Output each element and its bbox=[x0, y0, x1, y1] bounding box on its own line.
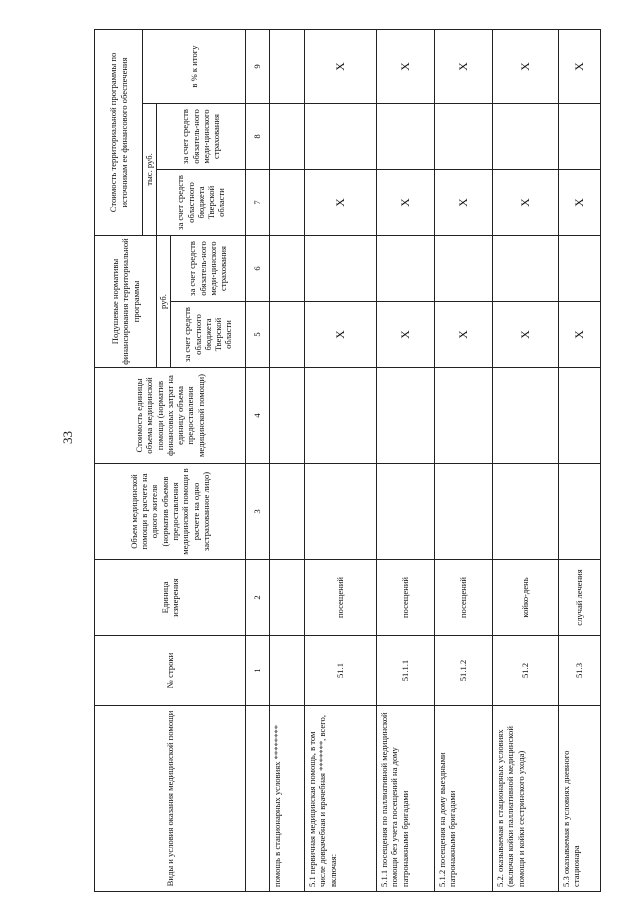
row-percent: Х bbox=[435, 29, 493, 103]
header-per-capita: Подушевые нормативы финансирования территориальной программы bbox=[95, 236, 157, 368]
header-rub: руб. bbox=[157, 236, 171, 368]
row-unit: посещений bbox=[377, 560, 435, 636]
row-budget-norm: Х bbox=[559, 302, 601, 368]
row-oms-norm bbox=[377, 236, 435, 302]
row-unit: посещений bbox=[305, 560, 377, 636]
row-oms-cost bbox=[377, 104, 435, 170]
row-budget-cost: Х bbox=[435, 170, 493, 236]
colnum-6: 6 bbox=[246, 236, 270, 302]
row-volume bbox=[377, 464, 435, 560]
row-budget-cost bbox=[270, 170, 305, 236]
row-unit: случай лечения bbox=[559, 560, 601, 636]
colnum-8: 8 bbox=[246, 104, 270, 170]
rotated-table-page bbox=[94, 30, 612, 892]
header-thous-rub: тыс. руб. bbox=[143, 104, 157, 236]
table-row bbox=[435, 29, 493, 891]
header-oms-cost: за счет средств обязатель-ного меди-цинского страхования bbox=[157, 104, 246, 170]
colnum-9: 9 bbox=[246, 29, 270, 103]
row-budget-norm: Х bbox=[377, 302, 435, 368]
header-kind: Виды и условия оказания медицинской помощи bbox=[95, 706, 246, 892]
table-row bbox=[559, 29, 601, 891]
row-unit: посещений bbox=[435, 560, 493, 636]
row-oms-cost bbox=[270, 104, 305, 170]
row-number: 51.3 bbox=[559, 636, 601, 706]
row-oms-norm bbox=[435, 236, 493, 302]
row-oms-norm bbox=[305, 236, 377, 302]
row-name: 5.1 первичная медицинская помощь, в том числе доврачебная и врачебная *******, всего, включая: bbox=[305, 706, 377, 892]
colnum-2: 2 bbox=[246, 560, 270, 636]
row-budget-norm bbox=[270, 302, 305, 368]
header-volume: Объем медицинской помощи в расчете на одного жителя (норматив объемов предоставления медицинской помощи в расчете на одно застрахованное лицо) bbox=[95, 464, 246, 560]
table-row bbox=[270, 29, 305, 891]
row-unit-cost bbox=[305, 368, 377, 464]
financing-table bbox=[94, 29, 601, 892]
table-row bbox=[377, 29, 435, 891]
row-oms-cost bbox=[559, 104, 601, 170]
header-program-cost: Стоимость территориальной программы по источникам ее финансового обеспечения bbox=[95, 29, 143, 235]
header-oms-norm: за счет средств обязатель-ного меди-цинского страхования bbox=[171, 236, 246, 302]
header-budget-cost: за счет средств областного бюджета Тверской области bbox=[157, 170, 246, 236]
row-unit-cost bbox=[377, 368, 435, 464]
row-unit-cost bbox=[559, 368, 601, 464]
table-row bbox=[493, 29, 559, 891]
row-oms-cost bbox=[493, 104, 559, 170]
row-percent: Х bbox=[493, 29, 559, 103]
row-budget-norm: Х bbox=[435, 302, 493, 368]
page-number: 33 bbox=[60, 431, 75, 444]
row-volume bbox=[305, 464, 377, 560]
row-unit-cost bbox=[493, 368, 559, 464]
row-percent bbox=[270, 29, 305, 103]
row-volume bbox=[435, 464, 493, 560]
row-unit-cost bbox=[435, 368, 493, 464]
row-number: 51.2 bbox=[493, 636, 559, 706]
row-number bbox=[270, 636, 305, 706]
row-percent: Х bbox=[377, 29, 435, 103]
row-unit-cost bbox=[270, 368, 305, 464]
row-name: помощь в стационарных условиях ******** bbox=[270, 706, 305, 892]
row-percent: Х bbox=[305, 29, 377, 103]
row-number: 51.1.2 bbox=[435, 636, 493, 706]
row-oms-cost bbox=[305, 104, 377, 170]
row-name: 5.3 оказываемая в условиях дневного стационара bbox=[559, 706, 601, 892]
header-percent: в % к итогу bbox=[143, 29, 246, 103]
row-oms-cost bbox=[435, 104, 493, 170]
row-percent: Х bbox=[559, 29, 601, 103]
colnum-4: 4 bbox=[246, 368, 270, 464]
colnum-7: 7 bbox=[246, 170, 270, 236]
row-name: 5.1.2 посещения на дому выездными патронажными бригадами bbox=[435, 706, 493, 892]
row-name: 5.1.1 посещения по паллиативной медицинской помощи без учета посещений на дому патронажными бригадами bbox=[377, 706, 435, 892]
row-oms-norm bbox=[270, 236, 305, 302]
colnum-3: 3 bbox=[246, 464, 270, 560]
colnum-5: 5 bbox=[246, 302, 270, 368]
header-budget-norm: за счет средств областного бюджета Тверской области bbox=[171, 302, 246, 368]
row-volume bbox=[559, 464, 601, 560]
colnum-blank bbox=[246, 706, 270, 892]
header-unit: Единица измерения bbox=[95, 560, 246, 636]
row-volume bbox=[270, 464, 305, 560]
row-budget-cost: Х bbox=[377, 170, 435, 236]
row-budget-cost: Х bbox=[305, 170, 377, 236]
header-unit-cost: Стоимость единицы объема медицинской помощи (норматив финансовых затрат на единицу объема предоставления медицинской помощи) bbox=[95, 368, 246, 464]
row-budget-norm: Х bbox=[493, 302, 559, 368]
row-number: 51.1 bbox=[305, 636, 377, 706]
header-row-number: № строки bbox=[95, 636, 246, 706]
table-row bbox=[305, 29, 377, 891]
row-budget-norm: Х bbox=[305, 302, 377, 368]
row-unit: койко-день bbox=[493, 560, 559, 636]
row-volume bbox=[493, 464, 559, 560]
row-unit bbox=[270, 560, 305, 636]
row-budget-cost: Х bbox=[493, 170, 559, 236]
row-oms-norm bbox=[559, 236, 601, 302]
row-oms-norm bbox=[493, 236, 559, 302]
colnum-1: 1 bbox=[246, 636, 270, 706]
row-name: 5.2. оказываемая в стационарных условиях (включая койки паллиативной медицинской помощи и койки сестринского ухода) bbox=[493, 706, 559, 892]
row-budget-cost: Х bbox=[559, 170, 601, 236]
row-number: 51.1.1 bbox=[377, 636, 435, 706]
